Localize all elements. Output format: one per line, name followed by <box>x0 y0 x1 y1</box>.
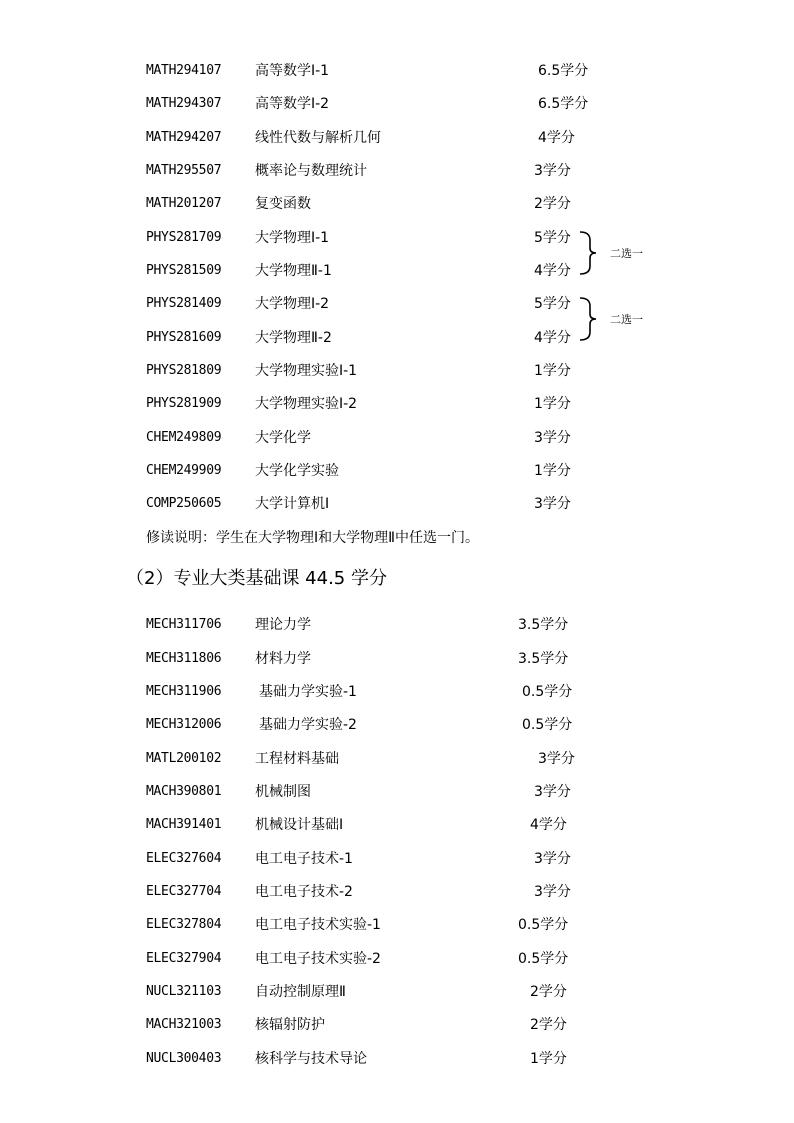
course-name: 大学物理实验Ⅰ-1 <box>255 363 358 379</box>
course-name: 核科学与技术导论 <box>255 1051 367 1067</box>
course-name: 材料力学 <box>255 651 311 667</box>
course-name: 大学物理实验Ⅰ-2 <box>255 396 358 412</box>
course-code: ELEC327704 <box>146 884 222 899</box>
study-note: 修读说明：学生在大学物理Ⅰ和大学物理Ⅱ中任选一门。 <box>146 530 480 546</box>
course-row <box>0 1048 794 1070</box>
choice-label: 二选一 <box>610 247 643 260</box>
choice-label: 二选一 <box>610 313 643 326</box>
course-credit: 2学分 <box>530 1017 567 1033</box>
course-code: ELEC327904 <box>146 951 222 966</box>
course-code: NUCL321103 <box>146 984 222 999</box>
course-code: PHYS281709 <box>146 230 222 245</box>
course-credit: 5学分 <box>534 230 571 246</box>
course-code: ELEC327804 <box>146 917 222 932</box>
course-row <box>0 814 794 836</box>
course-row <box>0 781 794 803</box>
course-row <box>0 614 794 636</box>
course-credit: 0.5学分 <box>518 951 569 967</box>
course-code: ELEC327604 <box>146 851 222 866</box>
course-row <box>0 948 794 970</box>
course-row <box>0 914 794 936</box>
course-row <box>0 848 794 870</box>
course-name: 理论力学 <box>255 617 311 633</box>
course-name: 高等数学Ⅰ-2 <box>255 96 330 112</box>
course-credit: 4学分 <box>530 817 567 833</box>
course-row <box>0 293 794 315</box>
course-name: 概率论与数理统计 <box>255 163 367 179</box>
course-name: 核辐射防护 <box>255 1017 325 1033</box>
course-row <box>0 981 794 1003</box>
course-credit: 5学分 <box>534 296 571 312</box>
course-code: MATH294207 <box>146 130 222 145</box>
course-name: 电工电子技术-1 <box>255 851 353 867</box>
course-row <box>0 748 794 770</box>
course-code: MATH294107 <box>146 63 222 78</box>
course-row <box>0 260 794 282</box>
course-credit: 3学分 <box>534 430 571 446</box>
course-credit: 2学分 <box>534 196 571 212</box>
course-row <box>0 127 794 149</box>
course-name: 高等数学Ⅰ-1 <box>255 63 330 79</box>
choice-brace <box>578 230 600 276</box>
course-row <box>0 360 794 382</box>
course-credit: 3学分 <box>534 851 571 867</box>
course-credit: 3学分 <box>534 784 571 800</box>
course-code: MACH391401 <box>146 817 222 832</box>
course-code: CHEM249809 <box>146 430 222 445</box>
course-row <box>0 327 794 349</box>
course-code: CHEM249909 <box>146 463 222 478</box>
course-name: 线性代数与解析几何 <box>255 130 381 146</box>
course-code: PHYS281509 <box>146 263 222 278</box>
course-credit: 1学分 <box>534 463 571 479</box>
course-name: 复变函数 <box>255 196 311 212</box>
course-credit: 4学分 <box>534 330 571 346</box>
course-credit: 3学分 <box>538 751 575 767</box>
course-credit: 1学分 <box>534 396 571 412</box>
course-name: 机械设计基础Ⅰ <box>255 817 344 833</box>
course-code: MECH311806 <box>146 651 222 666</box>
course-credit: 4学分 <box>538 130 575 146</box>
course-row <box>0 427 794 449</box>
section-heading: （2）专业大类基础课 44.5 学分 <box>126 568 387 589</box>
course-code: PHYS281809 <box>146 363 222 378</box>
course-credit: 1学分 <box>530 1051 567 1067</box>
course-code: NUCL300403 <box>146 1051 222 1066</box>
course-name: 电工电子技术实验-2 <box>255 951 381 967</box>
course-code: PHYS281909 <box>146 396 222 411</box>
course-name: 大学计算机Ⅰ <box>255 496 330 512</box>
course-code: MACH390801 <box>146 784 222 799</box>
course-row <box>0 1014 794 1036</box>
course-credit: 6.5学分 <box>538 63 589 79</box>
course-credit: 0.5学分 <box>518 917 569 933</box>
course-credit: 1学分 <box>534 363 571 379</box>
course-code: MATH294307 <box>146 96 222 111</box>
course-name: 大学物理Ⅰ-2 <box>255 296 330 312</box>
course-code: MECH312006 <box>146 717 222 732</box>
course-name: 工程材料基础 <box>255 751 339 767</box>
course-code: MACH321003 <box>146 1017 222 1032</box>
course-credit: 3.5学分 <box>518 651 569 667</box>
course-row <box>0 460 794 482</box>
course-credit: 2学分 <box>530 984 567 1000</box>
course-code: COMP250605 <box>146 496 222 511</box>
course-name: 电工电子技术-2 <box>255 884 353 900</box>
course-credit: 0.5学分 <box>522 717 573 733</box>
course-code: PHYS281409 <box>146 296 222 311</box>
course-name: 基础力学实验-1 <box>259 684 357 700</box>
course-row <box>0 881 794 903</box>
course-name: 自动控制原理Ⅱ <box>255 984 346 1000</box>
course-code: MATH201207 <box>146 196 222 211</box>
course-code: MECH311706 <box>146 617 222 632</box>
course-row <box>0 681 794 703</box>
course-name: 基础力学实验-2 <box>259 717 357 733</box>
course-row <box>0 60 794 82</box>
course-credit: 3学分 <box>534 163 571 179</box>
course-name: 大学物理Ⅰ-1 <box>255 230 330 246</box>
course-row <box>0 714 794 736</box>
course-credit: 3.5学分 <box>518 617 569 633</box>
course-name: 机械制图 <box>255 784 311 800</box>
course-row <box>0 93 794 115</box>
course-credit: 0.5学分 <box>522 684 573 700</box>
course-credit: 3学分 <box>534 496 571 512</box>
course-credit: 4学分 <box>534 263 571 279</box>
course-row <box>0 493 794 515</box>
course-row <box>0 193 794 215</box>
course-row <box>0 160 794 182</box>
course-code: PHYS281609 <box>146 330 222 345</box>
course-code: MECH311906 <box>146 684 222 699</box>
course-name: 大学物理Ⅱ-1 <box>255 263 332 279</box>
course-row <box>0 393 794 415</box>
course-credit: 3学分 <box>534 884 571 900</box>
course-row <box>0 227 794 249</box>
course-row <box>0 648 794 670</box>
course-code: MATL200102 <box>146 751 222 766</box>
course-name: 电工电子技术实验-1 <box>255 917 381 933</box>
course-credit: 6.5学分 <box>538 96 589 112</box>
course-name: 大学物理Ⅱ-2 <box>255 330 332 346</box>
course-code: MATH295507 <box>146 163 222 178</box>
choice-brace <box>578 296 600 342</box>
course-name: 大学化学 <box>255 430 311 446</box>
course-name: 大学化学实验 <box>255 463 339 479</box>
